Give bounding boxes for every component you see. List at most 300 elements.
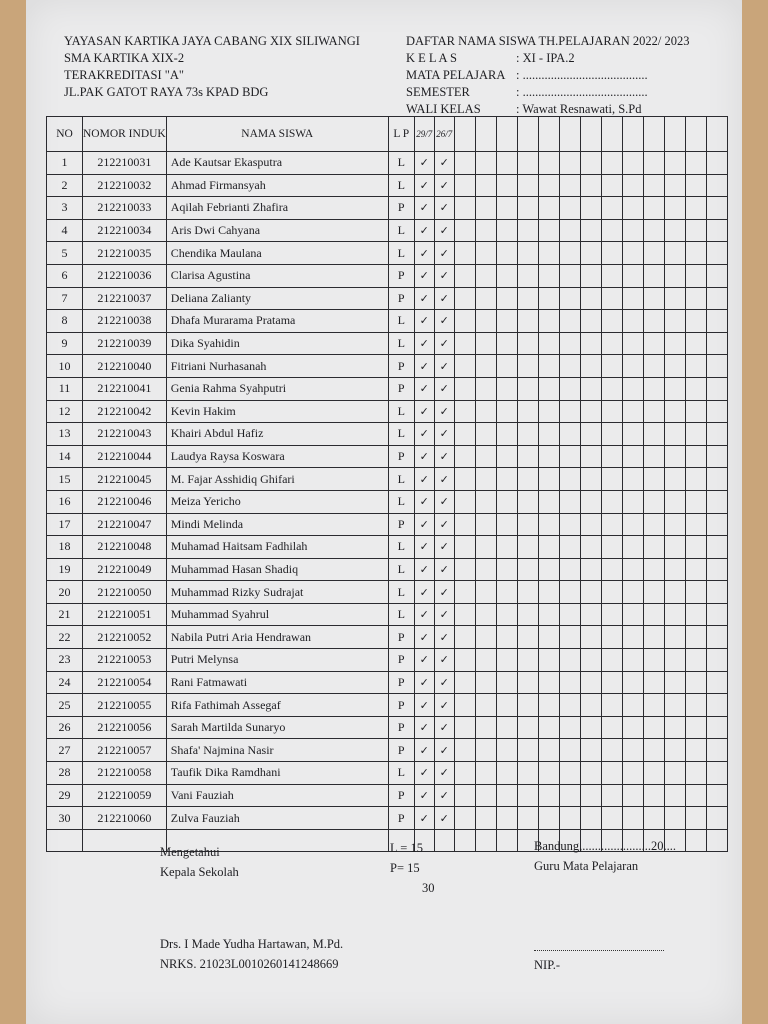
blank-cell <box>538 423 559 446</box>
student-gender: P <box>388 739 414 762</box>
blank-cell <box>664 174 685 197</box>
blank-cell <box>580 513 601 536</box>
blank-cell <box>622 242 643 265</box>
student-id: 212210031 <box>83 152 167 175</box>
blank-cell <box>580 581 601 604</box>
blank-cell <box>643 264 664 287</box>
blank-cell <box>580 355 601 378</box>
row-number: 23 <box>47 649 83 672</box>
blank-cell <box>601 626 622 649</box>
blank-cell <box>643 400 664 423</box>
blank-cell <box>454 739 475 762</box>
attendance-check: ✓ <box>434 423 454 446</box>
table-row <box>47 174 728 197</box>
attendance-check: ✓ <box>414 784 434 807</box>
blank-cell <box>664 400 685 423</box>
blank-cell <box>622 762 643 785</box>
student-id: 212210045 <box>83 468 167 491</box>
blank-cell <box>517 468 538 491</box>
blank-cell <box>559 649 580 672</box>
blank-cell <box>517 739 538 762</box>
blank-cell <box>454 219 475 242</box>
semester-field: SEMESTER : ........................................ <box>406 85 648 99</box>
blank-cell <box>622 739 643 762</box>
student-gender: L <box>388 581 414 604</box>
blank-cell <box>454 310 475 333</box>
blank-cell <box>622 716 643 739</box>
student-name: Nabila Putri Aria Hendrawan <box>166 626 388 649</box>
blank-cell <box>475 784 496 807</box>
attendance-check: ✓ <box>414 739 434 762</box>
blank-cell <box>496 671 517 694</box>
blank-cell <box>601 423 622 446</box>
blank-cell <box>454 445 475 468</box>
blank-cell <box>664 197 685 220</box>
student-gender: L <box>388 174 414 197</box>
blank-cell <box>685 784 706 807</box>
blank-cell <box>475 626 496 649</box>
blank-cell <box>664 152 685 175</box>
blank-cell <box>454 197 475 220</box>
blank-cell <box>559 603 580 626</box>
blank-cell <box>706 152 727 175</box>
blank-cell <box>496 603 517 626</box>
blank-cell <box>664 671 685 694</box>
col-date-1-header: 29/7 <box>414 117 434 152</box>
blank-cell <box>580 174 601 197</box>
attendance-check: ✓ <box>434 264 454 287</box>
blank-cell <box>622 152 643 175</box>
principal-block <box>160 842 239 882</box>
student-gender: L <box>388 490 414 513</box>
blank-cell <box>517 287 538 310</box>
blank-cell <box>475 513 496 536</box>
student-name: Kevin Hakim <box>166 400 388 423</box>
blank-cell <box>601 400 622 423</box>
attendance-check: ✓ <box>434 807 454 830</box>
table-row <box>47 490 728 513</box>
table-header-row <box>47 117 728 152</box>
blank-cell <box>580 694 601 717</box>
blank-cell <box>643 513 664 536</box>
row-number: 1 <box>47 152 83 175</box>
blank-cell <box>559 355 580 378</box>
blank-cell <box>538 377 559 400</box>
blank-cell <box>664 694 685 717</box>
blank-cell <box>664 762 685 785</box>
blank-cell <box>559 332 580 355</box>
attendance-check: ✓ <box>434 581 454 604</box>
blank-cell <box>496 468 517 491</box>
blank-cell <box>475 174 496 197</box>
student-gender: P <box>388 649 414 672</box>
blank-cell <box>454 603 475 626</box>
blank-cell <box>475 242 496 265</box>
attendance-check: ✓ <box>434 626 454 649</box>
attendance-check: ✓ <box>434 671 454 694</box>
attendance-check: ✓ <box>414 423 434 446</box>
student-id: 212210041 <box>83 377 167 400</box>
blank-cell <box>454 649 475 672</box>
blank-cell <box>706 581 727 604</box>
blank-cell <box>685 762 706 785</box>
student-gender: P <box>388 355 414 378</box>
blank-cell <box>664 332 685 355</box>
blank-cell <box>496 762 517 785</box>
blank-cell <box>664 536 685 559</box>
blank-cell <box>475 649 496 672</box>
attendance-check: ✓ <box>434 242 454 265</box>
blank-cell <box>664 558 685 581</box>
blank-cell <box>559 671 580 694</box>
blank-cell <box>454 807 475 830</box>
blank-cell <box>538 694 559 717</box>
row-number: 25 <box>47 694 83 717</box>
blank-cell <box>643 377 664 400</box>
blank-cell <box>622 264 643 287</box>
table-row <box>47 581 728 604</box>
student-name: Dhafa Murarama Pratama <box>166 310 388 333</box>
blank-cell <box>601 671 622 694</box>
attendance-check: ✓ <box>434 152 454 175</box>
table-row <box>47 807 728 830</box>
blank-cell <box>580 558 601 581</box>
blank-cell <box>538 807 559 830</box>
blank-cell <box>643 355 664 378</box>
blank-cell <box>475 468 496 491</box>
blank-cell <box>475 536 496 559</box>
blank-cell <box>454 264 475 287</box>
blank-cell <box>706 603 727 626</box>
blank-cell <box>643 445 664 468</box>
school-header <box>64 33 404 101</box>
blank-cell <box>643 242 664 265</box>
blank-cell <box>559 807 580 830</box>
student-id: 212210047 <box>83 513 167 536</box>
principal-title: Kepala Sekolah <box>160 865 239 879</box>
blank-cell <box>643 694 664 717</box>
student-gender: P <box>388 807 414 830</box>
student-id: 212210056 <box>83 716 167 739</box>
attendance-check: ✓ <box>434 355 454 378</box>
student-gender: P <box>388 513 414 536</box>
blank-cell <box>643 716 664 739</box>
attendance-check: ✓ <box>434 558 454 581</box>
principal-signature <box>160 934 343 974</box>
blank-cell <box>685 174 706 197</box>
blank-cell <box>517 174 538 197</box>
blank-cell <box>622 558 643 581</box>
blank-cell <box>601 264 622 287</box>
student-name: Mindi Melinda <box>166 513 388 536</box>
blank-cell <box>622 536 643 559</box>
student-name: Ade Kautsar Ekasputra <box>166 152 388 175</box>
blank-cell <box>664 310 685 333</box>
student-name: Putri Melynsa <box>166 649 388 672</box>
blank-cell <box>643 423 664 446</box>
blank-cell <box>685 377 706 400</box>
blank-cell <box>706 784 727 807</box>
col-blank-header <box>475 117 496 152</box>
blank-cell <box>580 264 601 287</box>
blank-cell <box>664 716 685 739</box>
blank-cell <box>517 807 538 830</box>
student-gender: L <box>388 400 414 423</box>
blank-cell <box>559 219 580 242</box>
student-name: Khairi Abdul Hafiz <box>166 423 388 446</box>
blank-cell <box>622 423 643 446</box>
blank-cell <box>496 197 517 220</box>
blank-cell <box>496 174 517 197</box>
document-title: DAFTAR NAMA SISWA TH.PELAJARAN 2022/ 2023 <box>406 34 690 48</box>
student-name: Shafa' Najmina Nasir <box>166 739 388 762</box>
blank-cell <box>496 332 517 355</box>
student-name: Muhammad Syahrul <box>166 603 388 626</box>
blank-cell <box>475 694 496 717</box>
school-address: JL.PAK GATOT RAYA 73s KPAD BDG <box>64 85 269 99</box>
female-count: P= 15 <box>390 861 420 875</box>
principal-name: Drs. I Made Yudha Hartawan, M.Pd. <box>160 937 344 951</box>
attendance-check: ✓ <box>414 197 434 220</box>
student-gender: L <box>388 603 414 626</box>
blank-cell <box>475 264 496 287</box>
blank-cell <box>643 762 664 785</box>
blank-cell <box>580 716 601 739</box>
blank-cell <box>538 400 559 423</box>
table-row <box>47 355 728 378</box>
blank-cell <box>601 784 622 807</box>
col-blank-header <box>496 117 517 152</box>
attendance-check: ✓ <box>414 174 434 197</box>
row-number: 13 <box>47 423 83 446</box>
blank-cell <box>664 626 685 649</box>
row-number: 20 <box>47 581 83 604</box>
student-name: M. Fajar Asshidiq Ghifari <box>166 468 388 491</box>
table-row <box>47 423 728 446</box>
table-row <box>47 310 728 333</box>
student-gender: L <box>388 242 414 265</box>
male-count: L = 15 <box>390 841 423 855</box>
table-row <box>47 242 728 265</box>
blank-cell <box>685 626 706 649</box>
attendance-check: ✓ <box>434 536 454 559</box>
blank-cell <box>685 603 706 626</box>
blank-cell <box>643 603 664 626</box>
blank-cell <box>685 219 706 242</box>
attendance-check <box>434 829 454 852</box>
blank-cell <box>664 219 685 242</box>
blank-cell <box>622 468 643 491</box>
student-name: Sarah Martilda Sunaryo <box>166 716 388 739</box>
blank-cell <box>664 513 685 536</box>
blank-cell <box>517 355 538 378</box>
row-number: 4 <box>47 219 83 242</box>
blank-cell <box>580 649 601 672</box>
blank-cell <box>559 423 580 446</box>
blank-cell <box>685 332 706 355</box>
blank-cell <box>601 377 622 400</box>
attendance-check: ✓ <box>414 807 434 830</box>
blank-cell <box>475 739 496 762</box>
blank-cell <box>580 490 601 513</box>
blank-cell <box>475 377 496 400</box>
col-blank-header <box>580 117 601 152</box>
blank-cell <box>706 739 727 762</box>
blank-cell <box>685 807 706 830</box>
student-id: 212210040 <box>83 355 167 378</box>
blank-cell <box>559 762 580 785</box>
student-gender: P <box>388 784 414 807</box>
blank-cell <box>559 716 580 739</box>
blank-cell <box>706 445 727 468</box>
blank-cell <box>559 264 580 287</box>
row-number: 3 <box>47 197 83 220</box>
attendance-check: ✓ <box>414 445 434 468</box>
student-id: 212210033 <box>83 197 167 220</box>
blank-cell <box>454 332 475 355</box>
blank-cell <box>517 264 538 287</box>
attendance-check: ✓ <box>434 739 454 762</box>
attendance-check: ✓ <box>414 287 434 310</box>
student-id: 212210053 <box>83 649 167 672</box>
student-name: Taufik Dika Ramdhani <box>166 762 388 785</box>
attendance-check: ✓ <box>434 468 454 491</box>
blank-cell <box>685 423 706 446</box>
blank-cell <box>622 490 643 513</box>
attendance-check: ✓ <box>414 716 434 739</box>
blank-cell <box>475 355 496 378</box>
blank-cell <box>601 716 622 739</box>
blank-cell <box>496 558 517 581</box>
blank-cell <box>643 287 664 310</box>
blank-cell <box>580 423 601 446</box>
attendance-check: ✓ <box>434 513 454 536</box>
blank-cell <box>517 671 538 694</box>
table-row <box>47 400 728 423</box>
attendance-check: ✓ <box>414 694 434 717</box>
blank-cell <box>496 829 517 852</box>
col-blank-header <box>622 117 643 152</box>
blank-cell <box>538 310 559 333</box>
attendance-check: ✓ <box>414 332 434 355</box>
blank-cell <box>622 513 643 536</box>
table-row <box>47 513 728 536</box>
student-id: 212210032 <box>83 174 167 197</box>
table-row <box>47 762 728 785</box>
blank-cell <box>538 219 559 242</box>
blank-cell <box>538 152 559 175</box>
blank-cell <box>496 581 517 604</box>
student-name: Laudya Raysa Koswara <box>166 445 388 468</box>
blank-cell <box>580 468 601 491</box>
blank-cell <box>517 400 538 423</box>
blank-cell <box>475 400 496 423</box>
student-id <box>83 829 167 852</box>
blank-cell <box>643 152 664 175</box>
student-gender: P <box>388 287 414 310</box>
blank-cell <box>622 400 643 423</box>
blank-cell <box>622 603 643 626</box>
blank-cell <box>601 445 622 468</box>
blank-cell <box>517 694 538 717</box>
student-gender: L <box>388 558 414 581</box>
attendance-check: ✓ <box>434 197 454 220</box>
blank-cell <box>538 332 559 355</box>
blank-cell <box>601 513 622 536</box>
blank-cell <box>706 332 727 355</box>
col-blank-header <box>601 117 622 152</box>
table-row <box>47 716 728 739</box>
blank-cell <box>664 287 685 310</box>
student-name: Muhammad Hasan Shadiq <box>166 558 388 581</box>
blank-cell <box>664 242 685 265</box>
blank-cell <box>517 423 538 446</box>
blank-cell <box>538 355 559 378</box>
blank-cell <box>475 152 496 175</box>
blank-cell <box>664 581 685 604</box>
blank-cell <box>517 784 538 807</box>
student-id: 212210038 <box>83 310 167 333</box>
school-name: SMA KARTIKA XIX-2 <box>64 51 185 65</box>
blank-cell <box>559 152 580 175</box>
blank-cell <box>685 468 706 491</box>
student-name: Clarisa Agustina <box>166 264 388 287</box>
blank-cell <box>622 197 643 220</box>
student-gender: P <box>388 264 414 287</box>
table-row <box>47 649 728 672</box>
student-name: Rani Fatmawati <box>166 671 388 694</box>
accreditation: TERAKREDITASI "A" <box>64 68 184 82</box>
blank-cell <box>538 536 559 559</box>
blank-cell <box>475 423 496 446</box>
student-id: 212210046 <box>83 490 167 513</box>
blank-cell <box>580 739 601 762</box>
attendance-check: ✓ <box>434 400 454 423</box>
row-number: 10 <box>47 355 83 378</box>
attendance-check: ✓ <box>414 490 434 513</box>
blank-cell <box>475 219 496 242</box>
blank-cell <box>517 242 538 265</box>
blank-cell <box>538 784 559 807</box>
student-name: Zulva Fauziah <box>166 807 388 830</box>
blank-cell <box>664 423 685 446</box>
blank-cell <box>706 490 727 513</box>
blank-cell <box>685 445 706 468</box>
blank-cell <box>643 332 664 355</box>
blank-cell <box>622 581 643 604</box>
blank-cell <box>685 694 706 717</box>
blank-cell <box>517 716 538 739</box>
blank-cell <box>454 377 475 400</box>
table-row <box>47 739 728 762</box>
blank-cell <box>643 536 664 559</box>
col-blank-header <box>517 117 538 152</box>
student-name: Deliana Zalianty <box>166 287 388 310</box>
table-row <box>47 219 728 242</box>
blank-cell <box>496 694 517 717</box>
attendance-check: ✓ <box>414 242 434 265</box>
blank-cell <box>601 287 622 310</box>
blank-cell <box>538 603 559 626</box>
row-number: 14 <box>47 445 83 468</box>
blank-cell <box>706 468 727 491</box>
blank-cell <box>559 694 580 717</box>
blank-cell <box>475 829 496 852</box>
blank-cell <box>580 219 601 242</box>
blank-cell <box>685 513 706 536</box>
blank-cell <box>643 807 664 830</box>
attendance-check: ✓ <box>414 762 434 785</box>
